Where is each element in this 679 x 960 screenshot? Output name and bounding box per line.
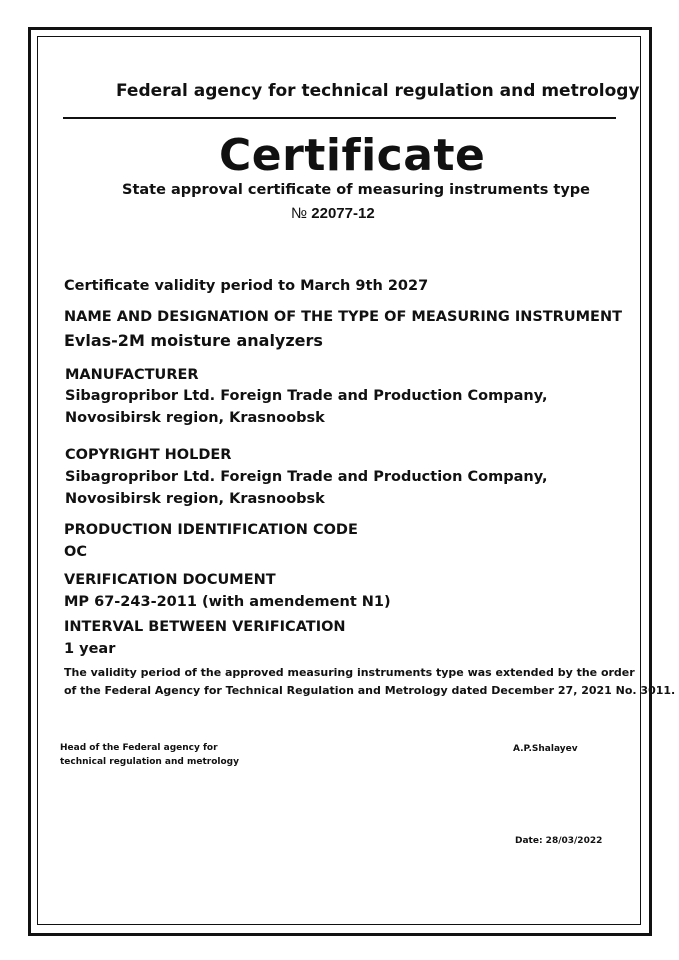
- number-value: 22077-12: [311, 205, 375, 222]
- issue-date: Date: 28/03/2022: [515, 836, 603, 846]
- signatory-name: A.P.Shalayev: [513, 744, 578, 754]
- certificate-number: [291, 206, 375, 221]
- agency-header: Federal agency for technical regulation and metrology: [116, 81, 640, 101]
- copyright-holder-line2: Novosibirsk region, Krasnoobsk: [65, 491, 325, 507]
- extension-note-line1: The validity period of the approved measuring instruments type was extended by the order: [64, 666, 635, 679]
- header-divider: [63, 117, 616, 119]
- copyright-holder-label: COPYRIGHT HOLDER: [65, 447, 232, 463]
- verification-interval-label: INTERVAL BETWEEN VERIFICATION: [64, 619, 346, 635]
- production-code-value: OC: [64, 544, 87, 560]
- validity-period: Certificate validity period to March 9th 2027: [64, 278, 429, 294]
- certificate-title: Certificate: [219, 130, 486, 181]
- production-code-label: PRODUCTION IDENTIFICATION CODE: [64, 522, 358, 538]
- manufacturer-line2: Novosibirsk region, Krasnoobsk: [65, 410, 325, 426]
- verification-document-value: MP 67-243-2011 (with amendement N1): [64, 594, 391, 610]
- manufacturer-line1: Sibagropribor Ltd. Foreign Trade and Production Company,: [65, 388, 548, 404]
- signatory-position-line1: Head of the Federal agency for: [60, 743, 218, 753]
- verification-document-label: VERIFICATION DOCUMENT: [64, 572, 276, 588]
- extension-note: [64, 664, 676, 700]
- number-prefix: №: [291, 205, 308, 222]
- copyright-holder-line1: Sibagropribor Ltd. Foreign Trade and Production Company,: [65, 469, 548, 485]
- signatory-position: [60, 741, 239, 769]
- verification-interval-value: 1 year: [64, 641, 116, 657]
- manufacturer-label: MANUFACTURER: [65, 367, 199, 383]
- signatory-position-line2: technical regulation and metrology: [60, 757, 239, 767]
- certificate-subtitle: State approval certificate of measuring instruments type: [122, 182, 590, 198]
- extension-note-line2: of the Federal Agency for Technical Regulation and Metrology dated December 27, 2021 No. 3011.: [64, 684, 676, 697]
- instrument-label: NAME AND DESIGNATION OF THE TYPE OF MEASURING INSTRUMENT: [64, 309, 622, 325]
- instrument-value: Evlas-2M moisture analyzers: [64, 331, 323, 350]
